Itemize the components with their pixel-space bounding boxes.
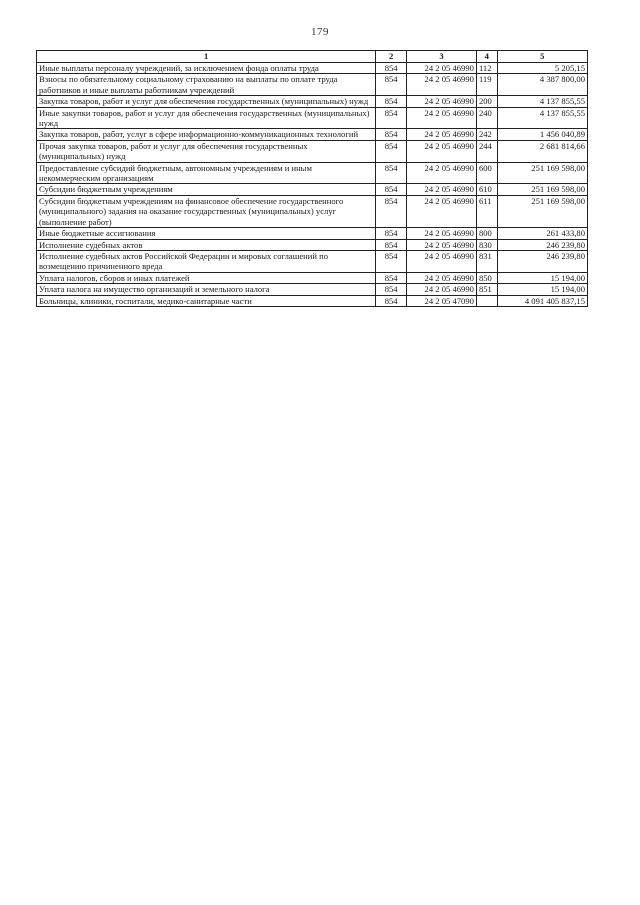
table-row xyxy=(37,63,588,74)
row-expense-type: 244 xyxy=(476,140,497,162)
row-amount: 15 194,00 xyxy=(497,272,588,283)
row-name: Исполнение судебных актов Российской Федерации и мировых соглашений по возмещению причиненного вреда xyxy=(37,250,376,272)
row-amount: 251 169 598,00 xyxy=(497,184,588,195)
row-expense-type: 831 xyxy=(476,250,497,272)
row-expense-type: 240 xyxy=(476,107,497,129)
page-number: 179 xyxy=(311,26,329,38)
row-expense-type: 119 xyxy=(476,74,497,96)
table-body xyxy=(37,63,588,307)
row-expense-type: 200 xyxy=(476,96,497,107)
row-name: Уплата налогов, сборов и иных платежей xyxy=(37,272,376,283)
row-kvsr-code: 854 xyxy=(376,284,407,295)
row-amount: 261 433,80 xyxy=(497,228,588,239)
column-header-5: 5 xyxy=(497,51,588,63)
row-target-article: 24 2 05 46990 xyxy=(407,228,477,239)
row-name: Иные выплаты персоналу учреждений, за исключением фонда оплаты труда xyxy=(37,63,376,74)
row-target-article: 24 2 05 46990 xyxy=(407,140,477,162)
row-kvsr-code: 854 xyxy=(376,272,407,283)
row-target-article: 24 2 05 46990 xyxy=(407,272,477,283)
row-amount: 4 137 855,55 xyxy=(497,96,588,107)
row-name: Закупка товаров, работ и услуг для обеспечения государственных (муниципальных) нужд xyxy=(37,96,376,107)
column-header-4: 4 xyxy=(476,51,497,63)
row-kvsr-code: 854 xyxy=(376,295,407,306)
row-target-article: 24 2 05 46990 xyxy=(407,250,477,272)
row-expense-type: 830 xyxy=(476,239,497,250)
row-kvsr-code: 854 xyxy=(376,140,407,162)
row-amount: 251 169 598,00 xyxy=(497,195,588,227)
row-kvsr-code: 854 xyxy=(376,250,407,272)
row-target-article: 24 2 05 46990 xyxy=(407,63,477,74)
row-amount: 5 205,15 xyxy=(497,63,588,74)
row-target-article: 24 2 05 46990 xyxy=(407,74,477,96)
row-kvsr-code: 854 xyxy=(376,63,407,74)
row-name: Уплата налога на имущество организаций и земельного налога xyxy=(37,284,376,295)
column-header-2: 2 xyxy=(376,51,407,63)
row-kvsr-code: 854 xyxy=(376,107,407,129)
row-amount: 4 387 800,00 xyxy=(497,74,588,96)
row-amount: 2 681 814,66 xyxy=(497,140,588,162)
row-target-article: 24 2 05 46990 xyxy=(407,96,477,107)
row-kvsr-code: 854 xyxy=(376,184,407,195)
row-kvsr-code: 854 xyxy=(376,129,407,140)
row-name: Закупка товаров, работ, услуг в сфере информационно-коммуникационных технологий xyxy=(37,129,376,140)
row-name: Предоставление субсидий бюджетным, автономным учреждениям и иным некоммерческим организациям xyxy=(37,162,376,184)
table-row xyxy=(37,162,588,184)
row-target-article: 24 2 05 46990 xyxy=(407,107,477,129)
row-name: Иные закупки товаров, работ и услуг для обеспечения государственных (муниципальных) нужд xyxy=(37,107,376,129)
row-target-article: 24 2 05 46990 xyxy=(407,195,477,227)
row-expense-type xyxy=(476,295,497,306)
row-name: Иные бюджетные ассигнования xyxy=(37,228,376,239)
column-header-3: 3 xyxy=(407,51,477,63)
table-row xyxy=(37,250,588,272)
row-kvsr-code: 854 xyxy=(376,74,407,96)
table-row xyxy=(37,129,588,140)
row-name: Прочая закупка товаров, работ и услуг для обеспечения государственных (муниципальных) нужд xyxy=(37,140,376,162)
table-row xyxy=(37,184,588,195)
table-row xyxy=(37,272,588,283)
row-kvsr-code: 854 xyxy=(376,96,407,107)
table-row xyxy=(37,140,588,162)
row-target-article: 24 2 05 46990 xyxy=(407,239,477,250)
row-name: Исполнение судебных актов xyxy=(37,239,376,250)
row-expense-type: 600 xyxy=(476,162,497,184)
table-row xyxy=(37,239,588,250)
row-expense-type: 611 xyxy=(476,195,497,227)
budget-table xyxy=(36,50,588,307)
row-kvsr-code: 854 xyxy=(376,162,407,184)
row-amount: 246 239,80 xyxy=(497,250,588,272)
row-target-article: 24 2 05 46990 xyxy=(407,129,477,140)
row-amount: 4 137 855,55 xyxy=(497,107,588,129)
row-kvsr-code: 854 xyxy=(376,228,407,239)
row-expense-type: 851 xyxy=(476,284,497,295)
row-amount: 246 239,80 xyxy=(497,239,588,250)
table-row xyxy=(37,195,588,227)
column-header-1: 1 xyxy=(37,51,376,63)
table-row xyxy=(37,295,588,306)
table-row xyxy=(37,74,588,96)
row-target-article: 24 2 05 46990 xyxy=(407,284,477,295)
row-amount: 1 456 040,89 xyxy=(497,129,588,140)
row-expense-type: 610 xyxy=(476,184,497,195)
row-amount: 4 091 405 837,15 xyxy=(497,295,588,306)
row-name: Субсидии бюджетным учреждениям на финансовое обеспечение государственного (муниципального) задания на оказание государственных (муниципальных) услуг (выполнение работ) xyxy=(37,195,376,227)
row-amount: 15 194,00 xyxy=(497,284,588,295)
row-amount: 251 169 598,00 xyxy=(497,162,588,184)
row-expense-type: 800 xyxy=(476,228,497,239)
row-expense-type: 850 xyxy=(476,272,497,283)
table-row xyxy=(37,284,588,295)
row-target-article: 24 2 05 47090 xyxy=(407,295,477,306)
row-name: Субсидии бюджетным учреждениям xyxy=(37,184,376,195)
row-expense-type: 112 xyxy=(476,63,497,74)
row-name: Больницы, клиники, госпитали, медико-санитарные части xyxy=(37,295,376,306)
row-target-article: 24 2 05 46990 xyxy=(407,184,477,195)
row-target-article: 24 2 05 46990 xyxy=(407,162,477,184)
table-row xyxy=(37,228,588,239)
row-name: Взносы по обязательному социальному страхованию на выплаты по оплате труда работников и иные выплаты работникам учреждений xyxy=(37,74,376,96)
table-header-row xyxy=(37,51,588,63)
row-kvsr-code: 854 xyxy=(376,239,407,250)
row-kvsr-code: 854 xyxy=(376,195,407,227)
row-expense-type: 242 xyxy=(476,129,497,140)
table-row xyxy=(37,96,588,107)
table-row xyxy=(37,107,588,129)
